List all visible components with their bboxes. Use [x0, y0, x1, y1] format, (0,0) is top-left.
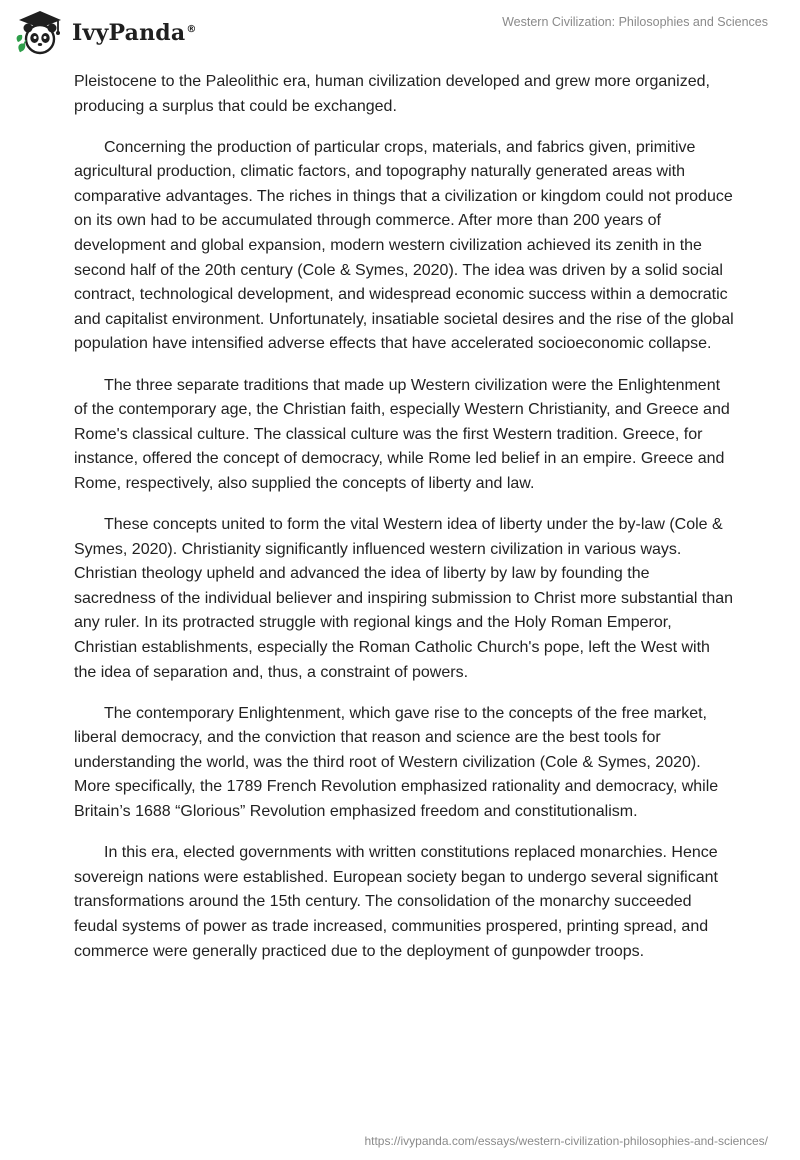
source-url[interactable]: https://ivypanda.com/essays/western-civilization-philosophies-and-sciences/ [364, 1134, 768, 1148]
paragraph: Pleistocene to the Paleolithic era, human civilization developed and grew more organized, producing a surplus that could be exchanged. [74, 73, 710, 115]
panda-graduation-cap-icon [14, 8, 66, 56]
page-header [0, 0, 800, 60]
paragraph: The contemporary Enlightenment, which gave rise to the concepts of the free market, liberal democracy, and the conviction that reason and science are the best tools for understanding the world, was the third root of Western civilization (Cole & Symes, 2020). More specifically, the 1789 French Revolution emphasized rationality and democracy, while Britain’s 1688 “Glorious” Revolution emphasized freedom and constitutionalism. [74, 704, 719, 821]
ivypanda-logo[interactable] [14, 8, 197, 56]
paragraph: In this era, elected governments with written constitutions replaced monarchies. Hence sovereign nations were established. European society began to undergo several significant transformations around the 15th century. The consolidation of the monarchy succeeded feudal systems of power as trade increased, communities prospered, printing spread, and commerce were generally practiced due to the deployment of gunpowder troops. [74, 844, 718, 960]
brand-name-text: IvyPanda [72, 20, 186, 46]
brand-name [72, 20, 197, 46]
document-title: Western Civilization: Philosophies and Sciences [502, 15, 768, 29]
paragraph: Concerning the production of particular crops, materials, and fabrics given, primitive agricultural production, climatic factors, and topography naturally generated areas with comparative advantages. The riches in things that a civilization or kingdom could not produce on its own had to be accumulated through commerce. After more than 200 years of development and global expansion, modern western civilization achieved its zenith in the second half of the 20th century (Cole & Symes, 2020). The idea was driven by a solid social contract, technological development, and widespread economic success within a democratic and capitalist environment. Unfortunately, insatiable societal desires and the rise of the global population have intensified adverse effects that have accelerated socioeconomic collapse. [74, 138, 734, 353]
essay-body [74, 70, 734, 981]
registered-mark: ® [186, 23, 197, 35]
paragraph: The three separate traditions that made up Western civilization were the Enlightenment of the contemporary age, the Christian faith, especially Western Christianity, and Greece and Rome's classical culture. The classical culture was the first Western tradition. Greece, for instance, offered the concept of democracy, while Rome led belief in an empire. Greece and Rome, respectively, also supplied the concepts of liberty and law. [74, 376, 730, 492]
paragraph: These concepts united to form the vital Western idea of liberty under the by-law (Cole & Symes, 2020). Christianity significantly influenced western civilization in various ways. Christian theology upheld and advanced the idea of liberty by law by founding the sacredness of the individual believer and inspiring submission to Christ more substantial than any ruler. In its protracted struggle with regional kings and the Holy Roman Emperor, Christian establishments, especially the Roman Catholic Church's pope, left the West with the idea of separation and, thus, a constraint of powers. [74, 516, 734, 681]
